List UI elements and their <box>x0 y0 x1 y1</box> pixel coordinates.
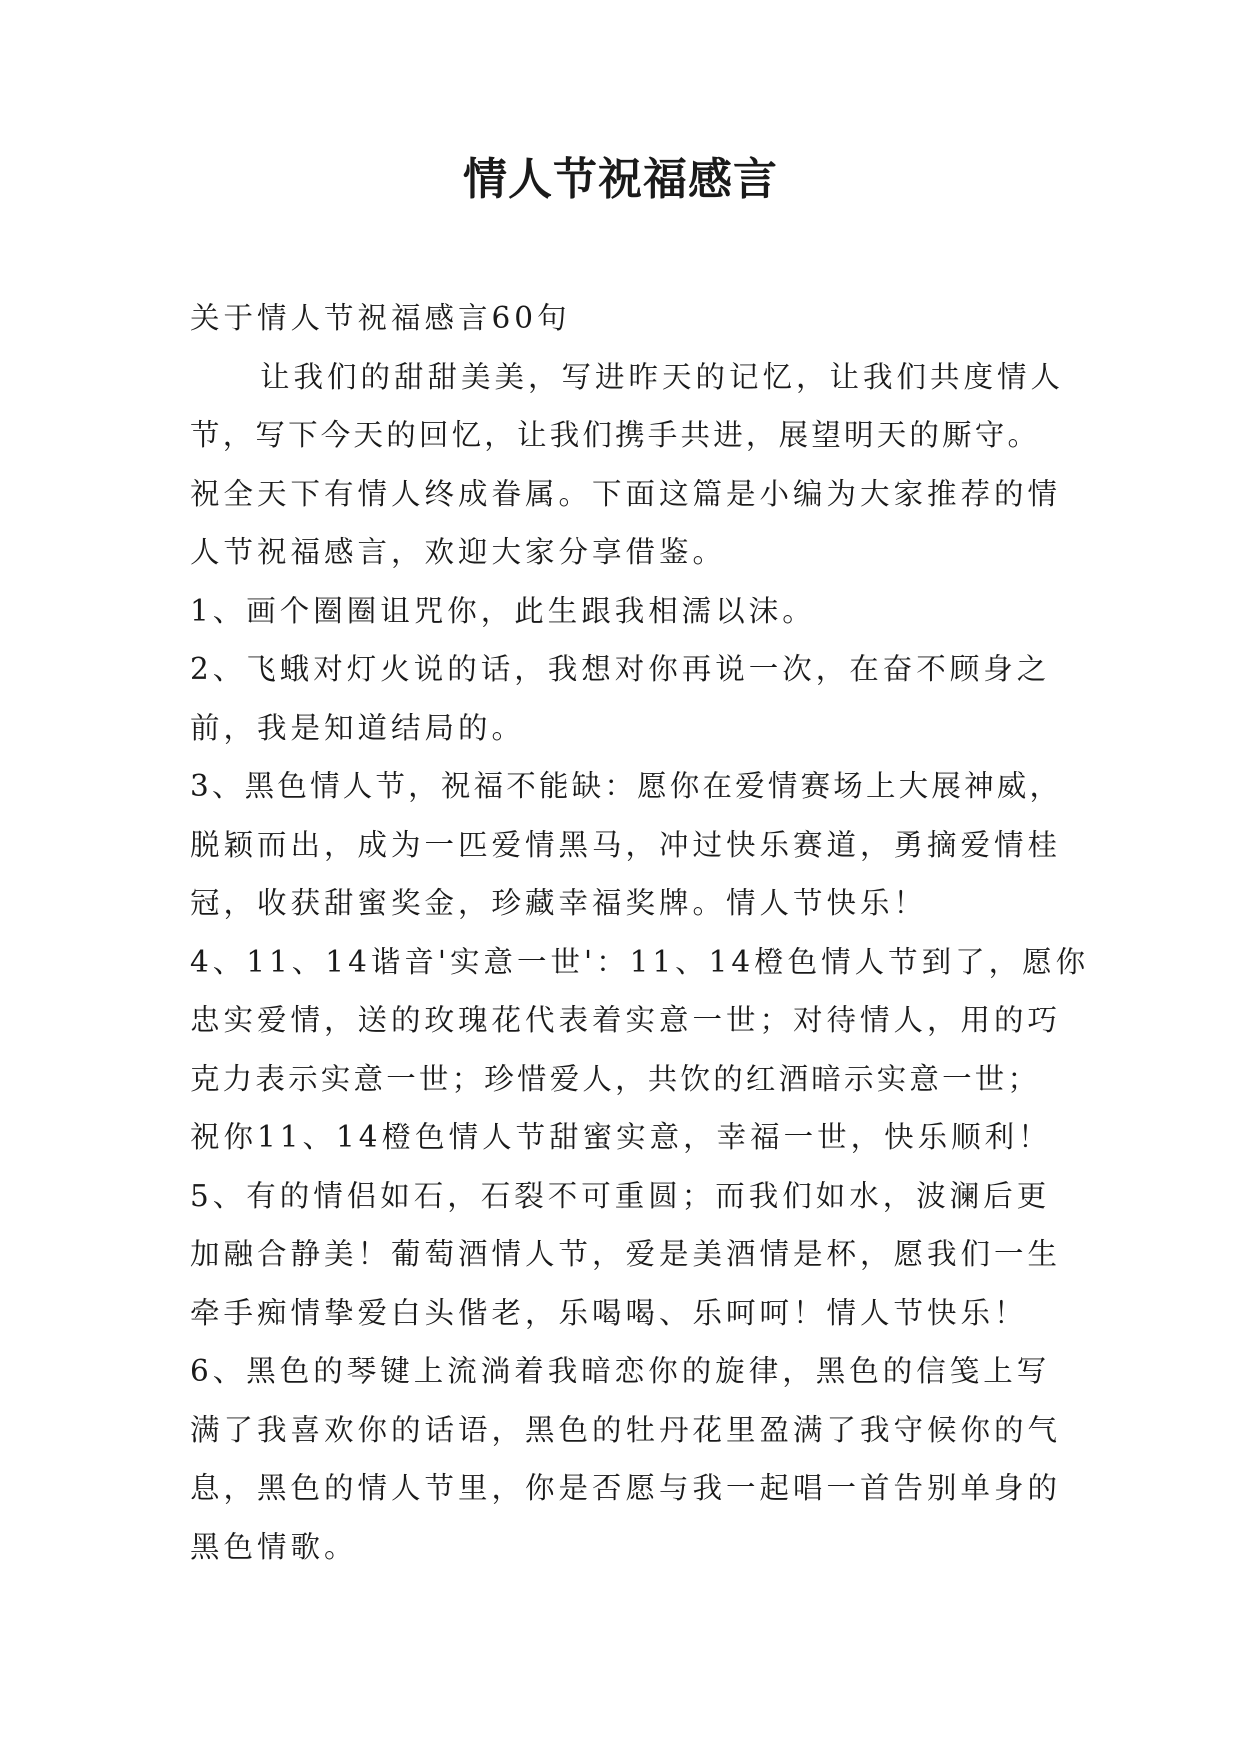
paragraph-line: 息，黑色的情人节里，你是否愿与我一起唱一首告别单身的 <box>190 1471 1062 1505</box>
paragraph-line: 黑色情歌。 <box>190 1529 358 1564</box>
subtitle-line: 关于情人节祝福感言60句 <box>190 301 571 335</box>
paragraph-line: 4、11、14谐音'实意一世'：11、14橙色情人节到了，愿你 <box>190 944 1090 979</box>
paragraph-line: 2、飞蛾对灯火说的话，我想对你再说一次，在奋不顾身之 <box>190 652 1051 686</box>
intro-line: 人节祝福感言，欢迎大家分享借鉴。 <box>190 535 727 569</box>
paragraph-line: 祝你11、14橙色情人节甜蜜实意，幸福一世，快乐顺利！ <box>190 1120 1052 1154</box>
paragraph-line: 3、黑色情人节，祝福不能缺：愿你在爱情赛场上大展神威， <box>190 769 1063 803</box>
paragraph-line: 克力表示实意一世；珍惜爱人，共饮的红酒暗示实意一世； <box>190 1061 1041 1096</box>
intro-line: 节，写下今天的回忆，让我们携手共进，展望明天的厮守。 <box>190 418 1041 452</box>
paragraph-line: 加融合静美！葡萄酒情人节，爱是美酒情是杯，愿我们一生 <box>190 1237 1062 1271</box>
paragraph-line: 6、黑色的琴键上流淌着我暗恋你的旋律，黑色的信笺上写 <box>190 1354 1051 1388</box>
document-body <box>190 289 1090 1576</box>
paragraph-line: 忠实爱情，送的玫瑰花代表着实意一世；对待情人，用的巧 <box>190 1003 1062 1037</box>
paragraph-line: 1、画个圈圈诅咒你，此生跟我相濡以沫。 <box>190 593 816 628</box>
intro-line: 让我们的甜甜美美，写进昨天的记忆，让我们共度情人 <box>260 359 1065 394</box>
paragraph-line: 牵手痴情挚爱白头偕老，乐喝喝、乐呵呵！情人节快乐！ <box>190 1295 1028 1330</box>
paragraph-line: 满了我喜欢你的话语，黑色的牡丹花里盈满了我守候你的气 <box>190 1412 1062 1447</box>
paragraph-line: 5、有的情侣如石，石裂不可重圆；而我们如水，波澜后更 <box>190 1178 1051 1213</box>
paragraph-line: 冠，收获甜蜜奖金，珍藏幸福奖牌。情人节快乐！ <box>190 886 928 920</box>
paragraph-line: 前，我是知道结局的。 <box>190 710 526 745</box>
intro-line: 祝全天下有情人终成眷属。下面这篇是小编为大家推荐的情 <box>190 476 1062 511</box>
paragraph-line: 脱颖而出，成为一匹爱情黑马，冲过快乐赛道，勇摘爱情桂 <box>190 827 1062 862</box>
document-title: 情人节祝福感言 <box>463 154 778 205</box>
